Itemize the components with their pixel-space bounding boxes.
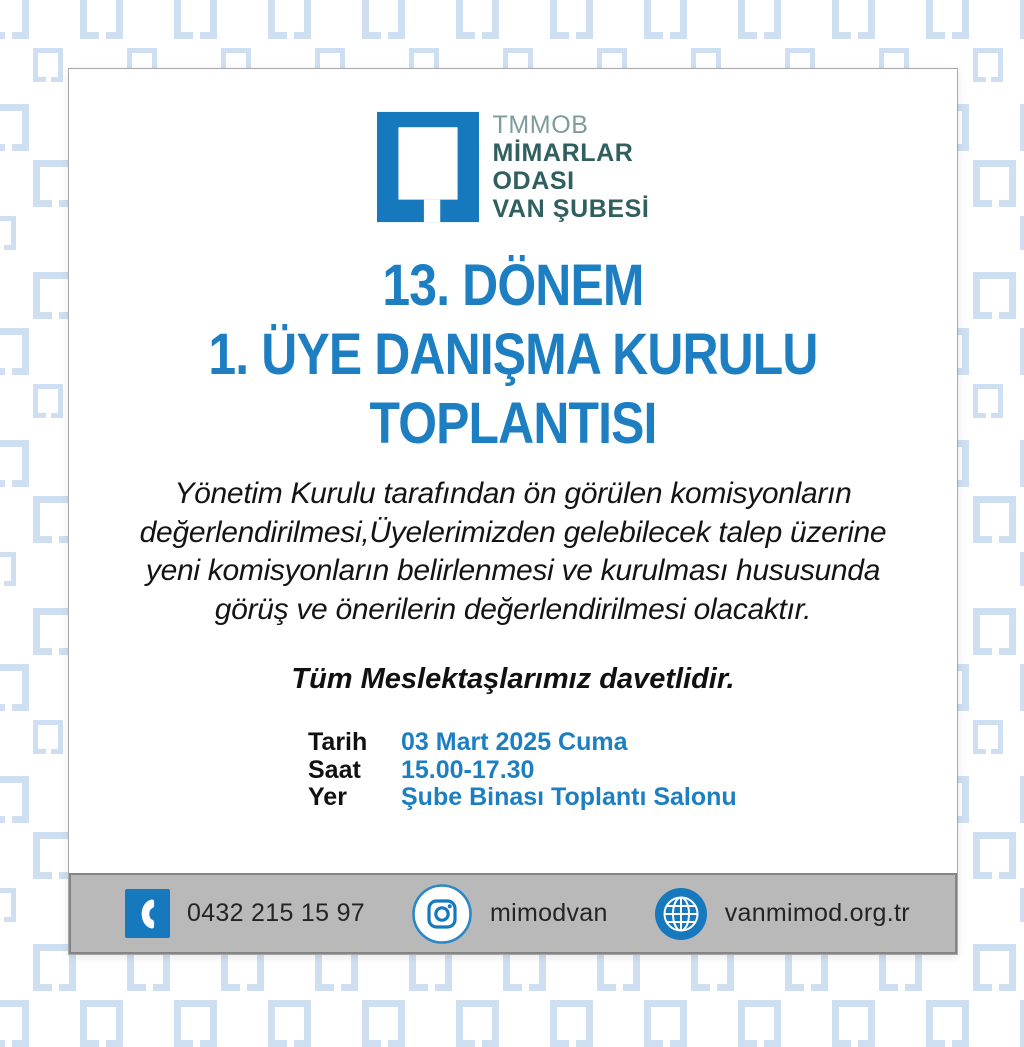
logo-line-mimarlar: MİMARLAR — [492, 139, 634, 167]
detail-row-time — [308, 757, 737, 785]
description-line: Yönetim Kurulu tarafından ön görülen komisyonların — [174, 477, 852, 510]
title-line-3: TOPLANTISI — [369, 391, 657, 456]
event-details — [308, 729, 737, 812]
detail-label: Tarih — [308, 728, 368, 756]
instagram-icon — [411, 883, 473, 945]
detail-label: Saat — [308, 755, 361, 784]
logo-line-sube: VAN ŞUBESİ — [492, 195, 650, 223]
instagram-handle: mimodvan — [489, 899, 608, 927]
detail-value: 15.00-17.30 — [401, 755, 535, 784]
phone-contact — [125, 889, 365, 938]
organization-logo — [69, 111, 957, 223]
poster-card — [68, 68, 958, 955]
invitation-line: Tüm Meslektaşlarımız davetlidir. — [291, 663, 735, 695]
phone-number: 0432 215 15 97 — [187, 899, 365, 927]
detail-row-date — [308, 729, 737, 757]
event-description — [69, 475, 957, 629]
detail-label: Yer — [308, 783, 347, 811]
detail-value: 03 Mart 2025 Cuma — [401, 728, 628, 756]
detail-row-place — [308, 784, 737, 812]
organization-name — [493, 111, 650, 223]
event-title — [131, 251, 895, 458]
description-line: yeni komisyonların belirlenmesi ve kurulması hususunda — [145, 554, 881, 587]
website-contact — [654, 887, 910, 941]
title-line-1: 13. DÖNEM — [382, 253, 644, 318]
logo-line-tmmob: TMMOB — [492, 111, 589, 139]
instagram-contact — [411, 883, 608, 945]
description-line: görüş ve önerilerin değerlendirilmesi olacaktır. — [214, 592, 812, 626]
phone-icon — [125, 889, 170, 938]
logo-line-odasi: ODASI — [492, 167, 575, 195]
detail-value: Şube Binası Toplantı Salonu — [401, 783, 737, 811]
tmmob-bracket-logo-icon — [377, 111, 479, 223]
description-line: değerlendirilmesi,Üyelerimizden gelebilecek talep üzerine — [139, 515, 887, 549]
title-line-2: 1. ÜYE DANIŞMA KURULU — [208, 322, 818, 387]
website-url: vanmimod.org.tr — [724, 899, 910, 927]
contact-footer — [69, 873, 957, 954]
globe-icon — [654, 887, 708, 941]
